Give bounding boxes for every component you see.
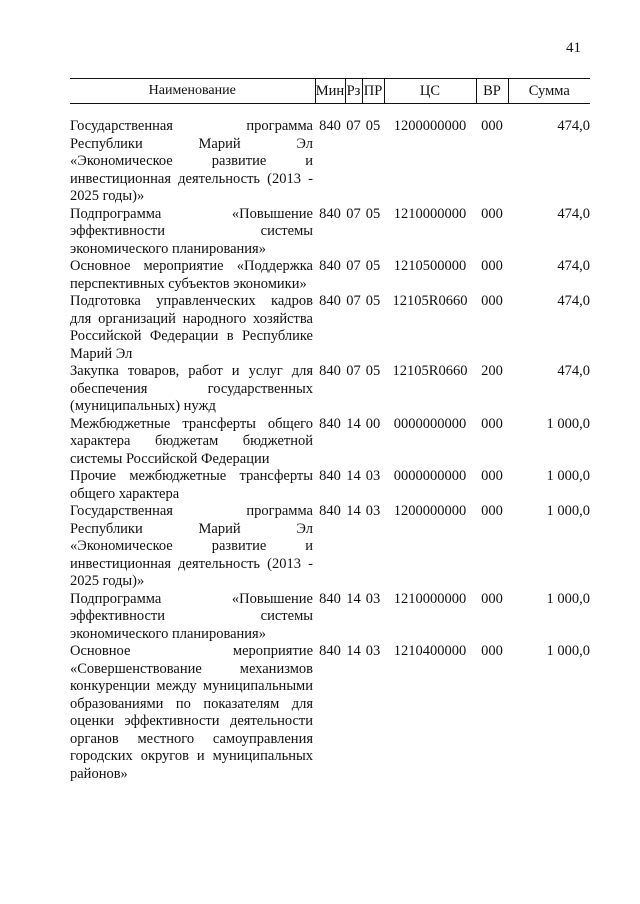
row-name: Подпрограмма «Повышение эффективности системы экономического планирования» (70, 205, 313, 257)
row-vr: 000 (481, 258, 503, 274)
row-cs: 0000000000 (393, 415, 467, 432)
row-pr: 00 (365, 415, 381, 432)
page-number: 41 (566, 40, 581, 56)
row-cs: 1200000000 (393, 118, 467, 134)
row-vr: 000 (481, 293, 503, 309)
row-vr: 000 (481, 503, 503, 519)
row-cs: 12105R0660 (392, 293, 468, 309)
row-pr: 05 (365, 293, 381, 309)
budget-table (70, 78, 590, 783)
row-pr: 03 (365, 468, 381, 484)
row-name: Государственная программа Республики Марий Эл «Экономическое развитие и инвестиционная деятельность (2013 - 2025 годы)» (70, 503, 313, 589)
row-sum: 1 000,0 (546, 590, 590, 607)
table-row (70, 591, 590, 644)
row-rz: 14 (346, 503, 361, 519)
row-pr: 05 (365, 363, 381, 379)
table-row (70, 293, 590, 363)
row-name: Государственная программа Республики Марий Эл «Экономическое развитие и инвестиционная деятельность (2013 - 2025 годы)» (70, 118, 313, 204)
row-sum: 474,0 (557, 118, 590, 134)
table-body (70, 118, 590, 783)
row-pr: 03 (365, 503, 381, 519)
table-row (70, 643, 590, 783)
row-name: Закупка товаров, работ и услуг для обеспечения государственных (муниципальных) нужд (70, 363, 313, 414)
row-sum: 474,0 (557, 293, 590, 309)
table-row (70, 363, 590, 416)
row-rz: 07 (346, 293, 361, 309)
row-min: 840 (319, 293, 341, 309)
row-cs: 12105R0660 (392, 363, 468, 379)
row-min: 840 (319, 590, 341, 607)
table-row (70, 118, 590, 206)
table-row (70, 503, 590, 591)
table-row (70, 416, 590, 469)
row-pr: 03 (365, 643, 381, 659)
header-name: Наименование (70, 79, 315, 104)
row-vr: 000 (481, 415, 503, 432)
row-sum: 1 000,0 (546, 503, 590, 519)
header-vr: ВР (476, 79, 508, 104)
row-rz: 07 (346, 205, 361, 222)
row-cs: 1210400000 (393, 643, 467, 659)
header-pr: ПР (362, 79, 384, 104)
row-sum: 474,0 (557, 363, 590, 379)
row-name: Основное мероприятие «Поддержка перспективных субъектов экономики» (70, 258, 313, 292)
row-min: 840 (319, 468, 341, 484)
row-sum: 474,0 (557, 258, 590, 274)
row-sum: 1 000,0 (546, 468, 590, 484)
row-sum: 1 000,0 (546, 643, 590, 659)
row-pr: 05 (365, 205, 381, 222)
row-cs: 0000000000 (393, 468, 467, 484)
header-cs: ЦС (384, 79, 476, 104)
row-vr: 200 (481, 363, 503, 379)
row-rz: 07 (346, 118, 361, 134)
header-min: Мин (315, 79, 345, 104)
row-cs: 1210500000 (393, 258, 467, 274)
header-sum: Сумма (508, 79, 590, 104)
row-vr: 000 (481, 643, 503, 659)
header-rz: Рз (345, 79, 362, 104)
row-sum: 474,0 (557, 205, 590, 222)
row-min: 840 (319, 415, 341, 432)
row-rz: 14 (346, 468, 361, 484)
row-rz: 07 (346, 363, 361, 379)
row-pr: 05 (365, 118, 381, 134)
row-rz: 07 (346, 258, 361, 274)
row-cs: 1210000000 (393, 590, 467, 607)
row-name: Подпрограмма «Повышение эффективности системы экономического планирования» (70, 590, 313, 642)
row-min: 840 (319, 503, 341, 519)
row-min: 840 (319, 118, 341, 134)
row-min: 840 (319, 643, 341, 659)
table-row (70, 468, 590, 503)
row-min: 840 (319, 363, 341, 379)
row-cs: 1210000000 (393, 205, 467, 222)
row-cs: 1200000000 (393, 503, 467, 519)
table-header (70, 79, 590, 119)
row-vr: 000 (481, 468, 503, 484)
row-min: 840 (319, 258, 341, 274)
row-vr: 000 (481, 205, 503, 222)
row-rz: 14 (346, 643, 361, 659)
row-rz: 14 (346, 415, 361, 432)
row-name: Прочие межбюджетные трансферты общего характера (70, 468, 313, 502)
table-row (70, 258, 590, 293)
row-vr: 000 (481, 590, 503, 607)
row-pr: 05 (365, 258, 381, 274)
row-rz: 14 (346, 590, 361, 607)
table-row (70, 206, 590, 259)
row-name: Межбюджетные трансферты общего характера бюджетам бюджетной системы Российской Федерации (70, 415, 313, 467)
row-sum: 1 000,0 (546, 415, 590, 432)
row-pr: 03 (365, 590, 381, 607)
row-vr: 000 (481, 118, 503, 134)
row-name: Основное мероприятие «Совершенствование механизмов конкуренции между муниципальными образованиями по показателям для оценки эффективности деятельности органов местного самоуправления городских округов и муниципальных районов» (70, 643, 313, 782)
row-name: Подготовка управленческих кадров для организаций народного хозяйства Российской Федерации в Республике Марий Эл (70, 293, 313, 362)
row-min: 840 (319, 205, 341, 222)
